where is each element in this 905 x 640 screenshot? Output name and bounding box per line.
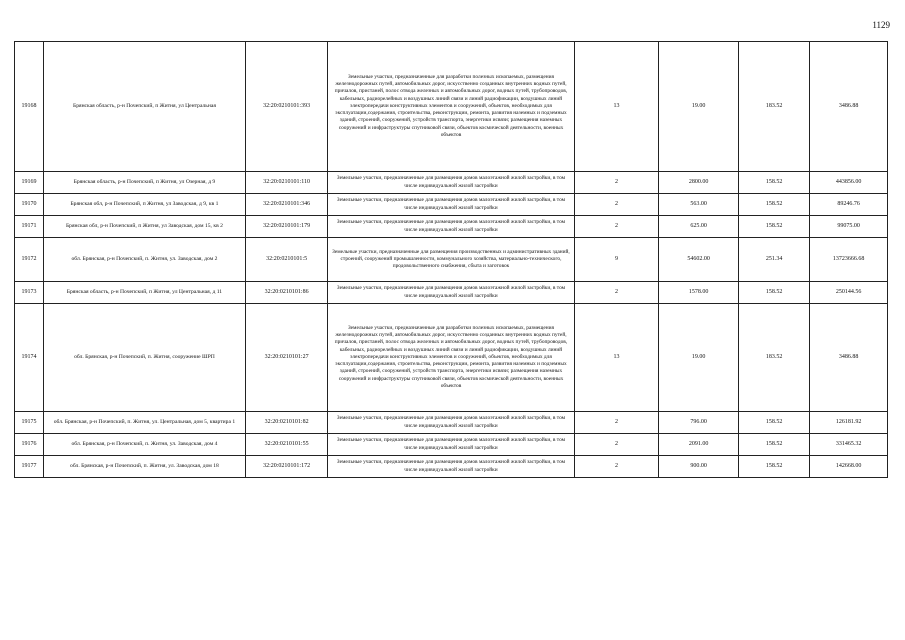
table-row	[15, 238, 888, 282]
row-id: 19171	[15, 216, 44, 238]
land-use-cell: Земельные участки, предназначенные для размещения производственных и административных зданий, строений, сооружений промышленности, коммунального хозяйства, материально-технического, продовольственного снабжения, сбыта и заготовок	[328, 238, 575, 282]
value-cell: 250144.56	[810, 282, 888, 304]
value-cell: 89246.76	[810, 194, 888, 216]
address-cell: обл. Брянская, р-н Почепский, п. Житня, ул. Заводская, дом 2	[43, 238, 245, 282]
value-cell: 3486.88	[810, 42, 888, 172]
cadastral-number-cell: 32:20:0210101:179	[246, 216, 328, 238]
row-id: 19170	[15, 194, 44, 216]
table-row	[15, 412, 888, 434]
page-number: 1129	[872, 20, 890, 30]
value-cell: 3486.88	[810, 304, 888, 412]
group-cell: 2	[574, 456, 658, 478]
table-row	[15, 304, 888, 412]
land-use-cell: Земельные участки, предназначенные для размещения домов малоэтажной жилой застройки, в том числе индивидуальной жилой застройки	[328, 194, 575, 216]
address-cell: Брянская область, р-н Почепский, п Житня, ул Озерная, д 9	[43, 172, 245, 194]
row-id: 19173	[15, 282, 44, 304]
group-cell: 13	[574, 304, 658, 412]
row-id: 19175	[15, 412, 44, 434]
area-cell: 2091.00	[659, 434, 739, 456]
rate-cell: 158.52	[739, 172, 810, 194]
cadastral-number-cell: 32:20:0210101:346	[246, 194, 328, 216]
area-cell: 19.00	[659, 304, 739, 412]
rate-cell: 158.52	[739, 282, 810, 304]
area-cell: 2800.00	[659, 172, 739, 194]
row-id: 19168	[15, 42, 44, 172]
address-cell: Брянская обл, р-н Почепский, п Житня, ул Заводская, д 9, кв 1	[43, 194, 245, 216]
rate-cell: 183.52	[739, 304, 810, 412]
cadastral-number-cell: 32:20:0210101:82	[246, 412, 328, 434]
cadastral-number-cell: 32:20:0210101:27	[246, 304, 328, 412]
area-cell: 796.00	[659, 412, 739, 434]
value-cell: 331465.32	[810, 434, 888, 456]
group-cell: 13	[574, 42, 658, 172]
value-cell: 99075.00	[810, 216, 888, 238]
table-row	[15, 434, 888, 456]
group-cell: 2	[574, 216, 658, 238]
address-cell: Брянская область, р-н Почепский, п Житня, ул Центральная, д 11	[43, 282, 245, 304]
table-row	[15, 194, 888, 216]
land-use-cell: Земельные участки, предназначенные для разработки полезных ископаемых, размещения железнодорожных путей, автомобильных дорог, искусственно созданных внутренних водных путей, причалов, пристаней, полос отвода железных и автомобильных дорог, водных путей, трубопроводов, кабельных, радиорелейных и воздушных линий связи и линий радиофикации, воздушных линий электропередачи конструктивных элементов и сооружений, объектов, необходимых для эксплуатации,содержания, строительства, реконструкции, ремонта, развития наземных и подземных зданий, строений, сооружений, устройств транспорта, энергетики исвязи; размещения наземных сооружений и инфраструктуры спутниковой связи, объектов космической деятельности, военных объектов	[328, 304, 575, 412]
land-use-cell: Земельные участки, предназначенные для размещения домов малоэтажной жилой застройки, в том числе индивидуальной жилой застройки	[328, 282, 575, 304]
table-row	[15, 456, 888, 478]
land-use-cell: Земельные участки, предназначенные для размещения домов малоэтажной жилой застройки, в том числе индивидуальной жилой застройки	[328, 172, 575, 194]
area-cell: 900.00	[659, 456, 739, 478]
rate-cell: 158.52	[739, 216, 810, 238]
cadastral-number-cell: 32:20:0210101:172	[246, 456, 328, 478]
area-cell: 625.00	[659, 216, 739, 238]
value-cell: 443856.00	[810, 172, 888, 194]
rate-cell: 251.34	[739, 238, 810, 282]
land-use-cell: Земельные участки, предназначенные для разработки полезных ископаемых, размещения железнодорожных путей, автомобильных дорог, искусственно созданных внутренних водных путей, причалов, пристаней, полос отвода железных и автомобильных дорог, водных путей, трубопроводов, кабельных, радиорелейных и воздушных линий связи и линий радиофикации, воздушных линий электропередачи конструктивных элементов и сооружений, объектов, необходимых для эксплуатации,содержания, строительства, реконструкции, ремонта, развития наземных и подземных зданий, строений, сооружений, устройств транспорта, энергетики исвязи; размещения наземных сооружений и инфраструктуры спутниковой связи, объектов космической деятельности, военных объектов	[328, 42, 575, 172]
group-cell: 2	[574, 172, 658, 194]
land-use-cell: Земельные участки, предназначенные для размещения домов малоэтажной жилой застройки, в том числе индивидуальной жилой застройки	[328, 434, 575, 456]
value-cell: 13723666.68	[810, 238, 888, 282]
group-cell: 2	[574, 194, 658, 216]
area-cell: 54602.00	[659, 238, 739, 282]
rate-cell: 158.52	[739, 434, 810, 456]
table-row	[15, 282, 888, 304]
row-id: 19169	[15, 172, 44, 194]
cadastral-number-cell: 32:20:0210101:110	[246, 172, 328, 194]
row-id: 19176	[15, 434, 44, 456]
land-use-cell: Земельные участки, предназначенные для размещения домов малоэтажной жилой застройки, в том числе индивидуальной жилой застройки	[328, 216, 575, 238]
land-use-cell: Земельные участки, предназначенные для размещения домов малоэтажной жилой застройки, в том числе индивидуальной жилой застройки	[328, 456, 575, 478]
value-cell: 126181.92	[810, 412, 888, 434]
cadastral-number-cell: 32:20:0210101:5	[246, 238, 328, 282]
table-body	[15, 42, 888, 478]
cadastral-number-cell: 32:20:0210101:393	[246, 42, 328, 172]
address-cell: обл. Брянская, р-н Почепский, п. Житня, ул. Центральная, дом 5, квартира 1	[43, 412, 245, 434]
group-cell: 2	[574, 434, 658, 456]
row-id: 19177	[15, 456, 44, 478]
area-cell: 19.00	[659, 42, 739, 172]
rate-cell: 158.52	[739, 412, 810, 434]
address-cell: обл. Брянская, р-н Почепский, п. Житня, сооружение ШРП	[43, 304, 245, 412]
address-cell: Брянская область, р-н Почепский, п Житня, ул Центральная	[43, 42, 245, 172]
group-cell: 9	[574, 238, 658, 282]
cadastral-number-cell: 32:20:0210101:86	[246, 282, 328, 304]
cadastral-number-cell: 32:20:0210101:55	[246, 434, 328, 456]
address-cell: обл. Брянская, р-н Почепский, п. Житня, ул. Заводская, дом 18	[43, 456, 245, 478]
rate-cell: 158.52	[739, 456, 810, 478]
group-cell: 2	[574, 412, 658, 434]
rate-cell: 183.52	[739, 42, 810, 172]
rate-cell: 158.52	[739, 194, 810, 216]
table-row	[15, 42, 888, 172]
land-use-cell: Земельные участки, предназначенные для размещения домов малоэтажной жилой застройки, в том числе индивидуальной жилой застройки	[328, 412, 575, 434]
table-row	[15, 216, 888, 238]
value-cell: 142668.00	[810, 456, 888, 478]
table-row	[15, 172, 888, 194]
row-id: 19172	[15, 238, 44, 282]
land-registry-table	[14, 41, 888, 478]
address-cell: Брянская обл, р-н Почепский, п Житня, ул Заводская, дом 15, кв 2	[43, 216, 245, 238]
address-cell: обл. Брянская, р-н Почепский, п. Житня, ул. Заводская, дом 4	[43, 434, 245, 456]
group-cell: 2	[574, 282, 658, 304]
area-cell: 1578.00	[659, 282, 739, 304]
area-cell: 563.00	[659, 194, 739, 216]
row-id: 19174	[15, 304, 44, 412]
